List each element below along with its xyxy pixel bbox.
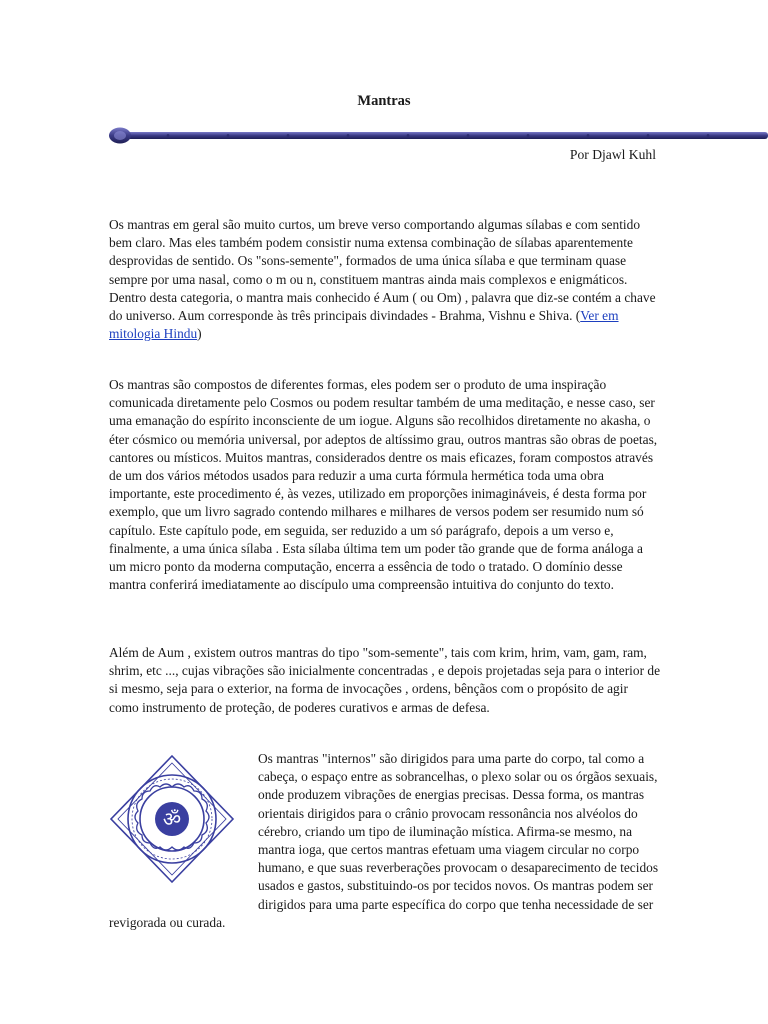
paragraph-intro [109,216,661,343]
paragraph-internal-mantras-text: Os mantras "internos" são dirigidos para uma parte do corpo, tal como a cabeça, o espaço entre as sobrancelhas, o plexo solar ou os órgãos sexuais, onde produzem vibrações de energias precisas. Dessa forma, os mantras orientais dirigidos para o crânio provocam ressonância nos alvéolos do cérebro, criando um tipo de iluminação mística. Afirma-se mesmo, na mantra ioga, que certos mantras efetuam uma viagem circular no corpo humano, e que suas reverberações provocam o desaparecimento de tecidos usados e gastos, substituindo-os por tecidos novos. Os mantras podem ser dirigidos para uma parte específica do corpo que tenha necessidade de ser revigorada ou curada. [109,751,659,930]
om-yantra-icon [107,752,237,886]
beaded-rod-divider-icon [108,126,768,148]
mythology-link[interactable]: Ver em mitologia Hindu [109,308,619,342]
paragraph-internal-mantras [109,750,661,932]
om-yantra-illustration [107,752,258,898]
paragraph-composition: Os mantras são compostos de diferentes formas, eles podem ser o produto de uma inspiração comunicada diretamente pelo Cosmos ou podem resultar também de uma meditação, e nesse caso, ser uma emanação do espírito inconsciente de um iogue. Alguns são recolhidos diretamente no akasha, o éter cósmico ou memória universal, por adeptos de altíssimo grau, outros mantras são obras de poetas, cantores ou místicos. Muitos mantras, considerados dentre os mais eficazes, foram compostos através de um dos vários métodos usados para reduzir a uma curta fórmula hermética toda uma obra importante, este procedimento é, às vezes, utilizado em proporções inimagináveis, é desta forma por exemplo, que um livro sagrado contendo milhares e milhares de versos podem ser resumido num só capítulo. Este capítulo pode, em seguida, ser reduzido a um só parágrafo, depois a um verso e, finalmente, a uma única sílaba . Esta sílaba última tem um poder tão grande que de forma análoga a um micro ponto da moderna computação, encerra a essência de todo o tratado. O domínio desse mantra conferirá imediatamente ao discípulo uma compreensão intuitiva do conjunto do texto. [109,377,658,593]
page-title: Mantras [357,93,411,109]
paragraph-seed-sounds: Além de Aum , existem outros mantras do tipo "som-semente", tais com krim, hrim, vam, gam, ram, shrim, etc ..., cujas vibrações são inicialmente concentradas , e depois projetadas seja para o interior de si mesmo, seja para o exterior, na forma de invocações , ordens, bênçãos com o propósito de agir como instrumento de proteção, de poderes curativos e armas de defesa. [109,645,661,715]
paragraph-intro-close: ) [197,326,202,342]
svg-text:ॐ: ॐ [162,807,182,831]
paragraph-intro-text: Os mantras em geral são muito curtos, um breve verso comportando algumas sílabas e com sentido bem claro. Mas eles também podem consistir numa extensa combinação de sílabas aparentemente desprovidas de sentido. Os "sons-semente", formados de uma única sílaba e que terminam quase sempre por uma nasal, como o m ou n, constituem mantras ainda mais complexos e enigmáticos. Dentro desta categoria, o mantra mais conhecido é Aum ( ou Om) , palavra que diz-se contém a chave do universo. Aum corresponde às três principais divindades - Brahma, Vishnu e Shiva. ( [109,217,656,324]
author-byline: Por Djawl Kuhl [569,147,656,162]
